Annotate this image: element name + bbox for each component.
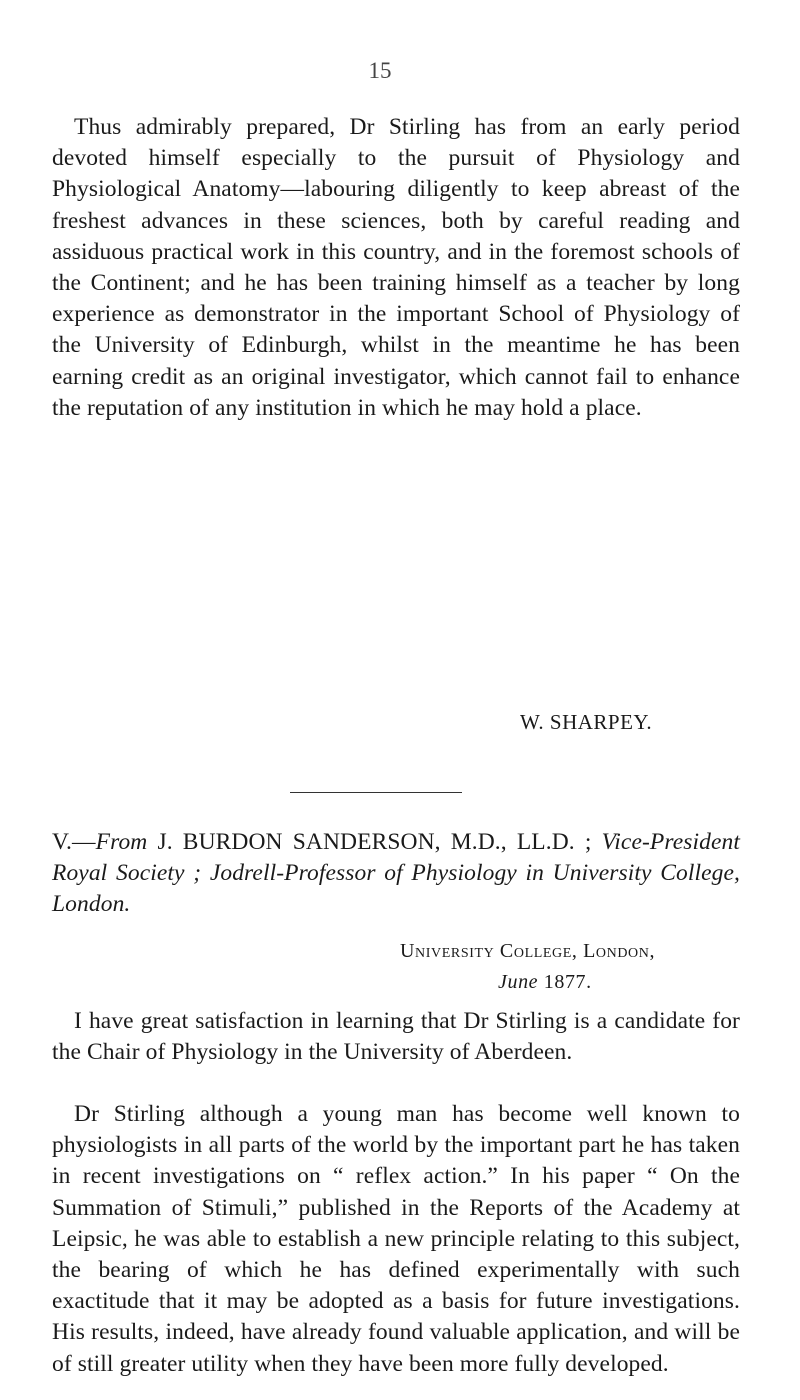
- paragraph-sharpey-testimonial: Thus admirably prepared, Dr Stirling has from an early period devoted himself especially to the pursuit of Physiology and Physiological Anatomy—labouring diligently to keep abreast of the freshest advances in these sciences, both by careful reading and assiduous practical work in this country, and in the foremost schools of the Continent; and he has been training himself as a teacher by long experience as demonstrator in the important School of Physiology of the University of Edinburgh, whilst in the meantime he has been earning credit as an original investigator, which cannot fail to enhance the reputation of any institution in which he may hold a place.: [52, 114, 740, 421]
- section-author-name: J. BURDON SANDERSON, M.D., LL.D. ;: [147, 829, 602, 855]
- paragraph-candidacy: I have great satisfaction in learning that Dr Stirling is a candidate for the Chair of Physiology in the University of Aberdeen.: [52, 1008, 740, 1066]
- paragraph-research: Dr Stirling although a young man has become well known to physiologists in all parts of the world by the important part he has taken in recent investigations on “ reflex action.” In his paper “ On the Summation of Stimuli,” published in the Reports of the Academy at Leipsic, he was able to establish a new principle relating to this subject, the bearing of which he has defined experimentally with such exactitude that it may be adopted as a basis for future investigations. His results, indeed, have already found valuable application, and will be of still greater utility when they have been more fully developed.: [52, 1101, 740, 1377]
- date-month: June: [498, 971, 539, 993]
- section-author-titles: Vice-President Royal Society ; Jodrell-Professor of Physiology in University College, London.: [52, 829, 740, 918]
- section-from-label: From: [95, 829, 148, 855]
- address-place: University College, London,: [400, 940, 656, 962]
- section-heading-v: [52, 827, 740, 921]
- letter-date: [400, 967, 655, 998]
- signature-sharpey: W. SHARPEY.: [520, 710, 653, 734]
- letter-address: [400, 936, 655, 998]
- section-divider: [290, 792, 462, 793]
- section-numeral: V.—: [52, 829, 96, 855]
- date-year: 1877.: [538, 971, 592, 993]
- page-number: 15: [368, 58, 392, 83]
